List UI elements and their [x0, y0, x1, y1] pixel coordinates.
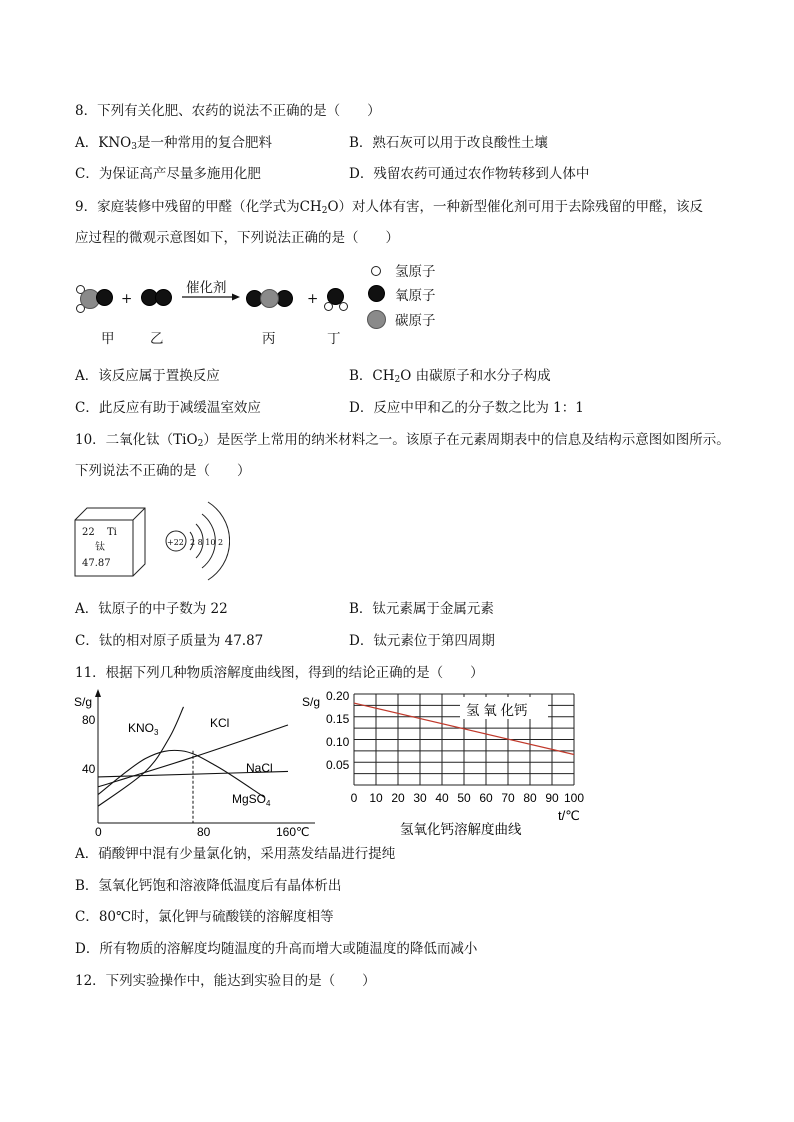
legend-hydrogen-label: 氢原子	[395, 264, 436, 280]
label-bing: 丙	[262, 331, 276, 347]
label-yi: 乙	[150, 331, 164, 347]
x-tick-160-unit: 160℃	[276, 825, 310, 839]
oxygen-atom	[155, 289, 172, 306]
y-axis-label: S/g	[302, 695, 321, 709]
y-tick-0.10: 0.10	[326, 735, 350, 749]
q9-option-d[interactable]: D．反应中甲和乙的分子数之比为 1：1	[349, 400, 584, 416]
atomic-structure-diagram	[160, 496, 230, 586]
x-tick-20: 20	[391, 791, 405, 805]
x-tick-40: 40	[435, 791, 449, 805]
label-kcl: KCl	[210, 716, 230, 730]
q9-option-b[interactable]: B．$CH_2O$ 由碳原子和水分子构成	[349, 368, 551, 385]
x-tick-80: 80	[197, 825, 211, 839]
atomic-mass: 47.87	[82, 558, 111, 569]
chart-caption: 氢氧化钙溶解度曲线	[400, 822, 522, 837]
periodic-table-cell	[74, 506, 146, 578]
q10-stem-line2: 下列说法不正确的是（ ）	[75, 463, 251, 479]
q9-option-a[interactable]: A．该反应属于置换反应	[75, 368, 220, 384]
q12-stem: 12．下列实验操作中，能达到实验目的是（ ）	[75, 973, 376, 989]
x-tick-30: 30	[413, 791, 427, 805]
label-ding: 丁	[327, 331, 341, 347]
q10-stem-line1: 10．二氧化钛（TiO$_2$）是医学上常用的纳米材料之一。该原子在元素周期表中的信息及结构示意图如图所示。	[75, 432, 730, 449]
x-tick-50: 50	[457, 791, 471, 805]
q9-option-c[interactable]: C．此反应有助于减缓温室效应	[75, 400, 261, 416]
x-tick-labels	[351, 791, 585, 805]
q10-option-c[interactable]: C．钛的相对原子质量为 47.87	[75, 633, 264, 649]
solubility-chart	[70, 686, 330, 841]
legend-oxygen-label: 氧原子	[395, 288, 436, 304]
chart-title: 氢 氧 化钙	[466, 703, 528, 718]
carbon-atom	[260, 289, 279, 308]
x-tick-100: 100	[563, 791, 585, 805]
q10-option-b[interactable]: B．钛元素属于金属元素	[349, 601, 494, 617]
y-tick-80: 80	[82, 713, 96, 727]
x-tick-60: 60	[479, 791, 493, 805]
q9-stem-line2: 应过程的微观示意图如下，下列说法正确的是（ ）	[75, 230, 399, 246]
q8-option-b[interactable]: B．熟石灰可以用于改良酸性土壤	[349, 135, 548, 151]
x-tick-0: 0	[350, 791, 358, 805]
q10-option-a[interactable]: A．钛原子的中子数为 22	[75, 601, 228, 617]
plus-sign: +	[307, 291, 319, 307]
legend-carbon-icon	[367, 310, 386, 329]
reaction-arrow	[180, 292, 242, 302]
x-tick-80: 80	[523, 791, 537, 805]
x-tick-90: 90	[545, 791, 559, 805]
q8-option-a[interactable]: A．$KNO_3$是一种常用的复合肥料	[75, 135, 272, 152]
q10-option-d[interactable]: D．钛元素位于第四周期	[349, 633, 495, 649]
y-axis-arrow	[95, 689, 101, 697]
label-mgso4: MgSO$_4$	[232, 792, 271, 808]
x-tick-0: 0	[95, 825, 102, 839]
q11-option-c[interactable]: C．80℃时，氯化钾与硫酸镁的溶解度相等	[75, 909, 334, 925]
label-jia: 甲	[101, 331, 115, 347]
shell-electrons: 2 8 10 2	[190, 538, 224, 547]
oxygen-atom	[96, 289, 113, 306]
calcium-hydroxide-chart	[298, 688, 598, 838]
plus-sign: +	[121, 291, 133, 307]
q11-stem: 11．根据下列几种物质溶解度曲线图，得到的结论正确的是（ ）	[75, 665, 484, 681]
atomic-number: 22	[82, 527, 95, 538]
x-tick-10: 10	[369, 791, 383, 805]
y-axis-label: S/g	[74, 695, 93, 709]
q8-option-c[interactable]: C．为保证高产尽量多施用化肥	[75, 166, 261, 182]
q8-option-d[interactable]: D．残留农药可通过农作物转移到人体中	[349, 166, 590, 182]
element-name: 钛	[95, 542, 105, 553]
y-tick-0.05: 0.05	[326, 758, 350, 772]
x-axis-label: t/℃	[558, 808, 580, 823]
label-kno3: $KNO_3$	[128, 721, 159, 737]
legend-hydrogen-icon	[371, 266, 381, 276]
legend-carbon-label: 碳原子	[395, 313, 436, 329]
q8-stem: 8．下列有关化肥、农药的说法不正确的是（ ）	[75, 103, 381, 119]
nucleus-charge: +22	[167, 538, 184, 547]
element-symbol: Ti	[107, 527, 117, 538]
x-tick-70: 70	[501, 791, 515, 805]
y-tick-40: 40	[82, 762, 96, 776]
q11-option-a[interactable]: A．硝酸钾中混有少量氯化钠，采用蒸发结晶进行提纯	[75, 846, 396, 862]
catalyst-label: 催化剂	[186, 280, 227, 296]
y-tick-0.15: 0.15	[326, 712, 350, 726]
series-mgso4-curve	[98, 750, 264, 797]
y-tick-0.20: 0.20	[326, 689, 350, 703]
q9-stem-line1: 9．家庭装修中残留的甲醛（化学式为$CH_2O$）对人体有害，一种新型催化剂可用于去除残留的甲醛，该反	[75, 199, 704, 216]
label-nacl: NaCl	[246, 761, 273, 775]
q11-option-b[interactable]: B．氢氧化钙饱和溶液降低温度后有晶体析出	[75, 878, 342, 894]
legend-oxygen-icon	[368, 285, 385, 302]
hydrogen-atom	[324, 302, 333, 311]
hydrogen-atom	[339, 302, 348, 311]
q11-option-d[interactable]: D．所有物质的溶解度均随温度的升高而增大或随温度的降低而减小	[75, 941, 478, 957]
